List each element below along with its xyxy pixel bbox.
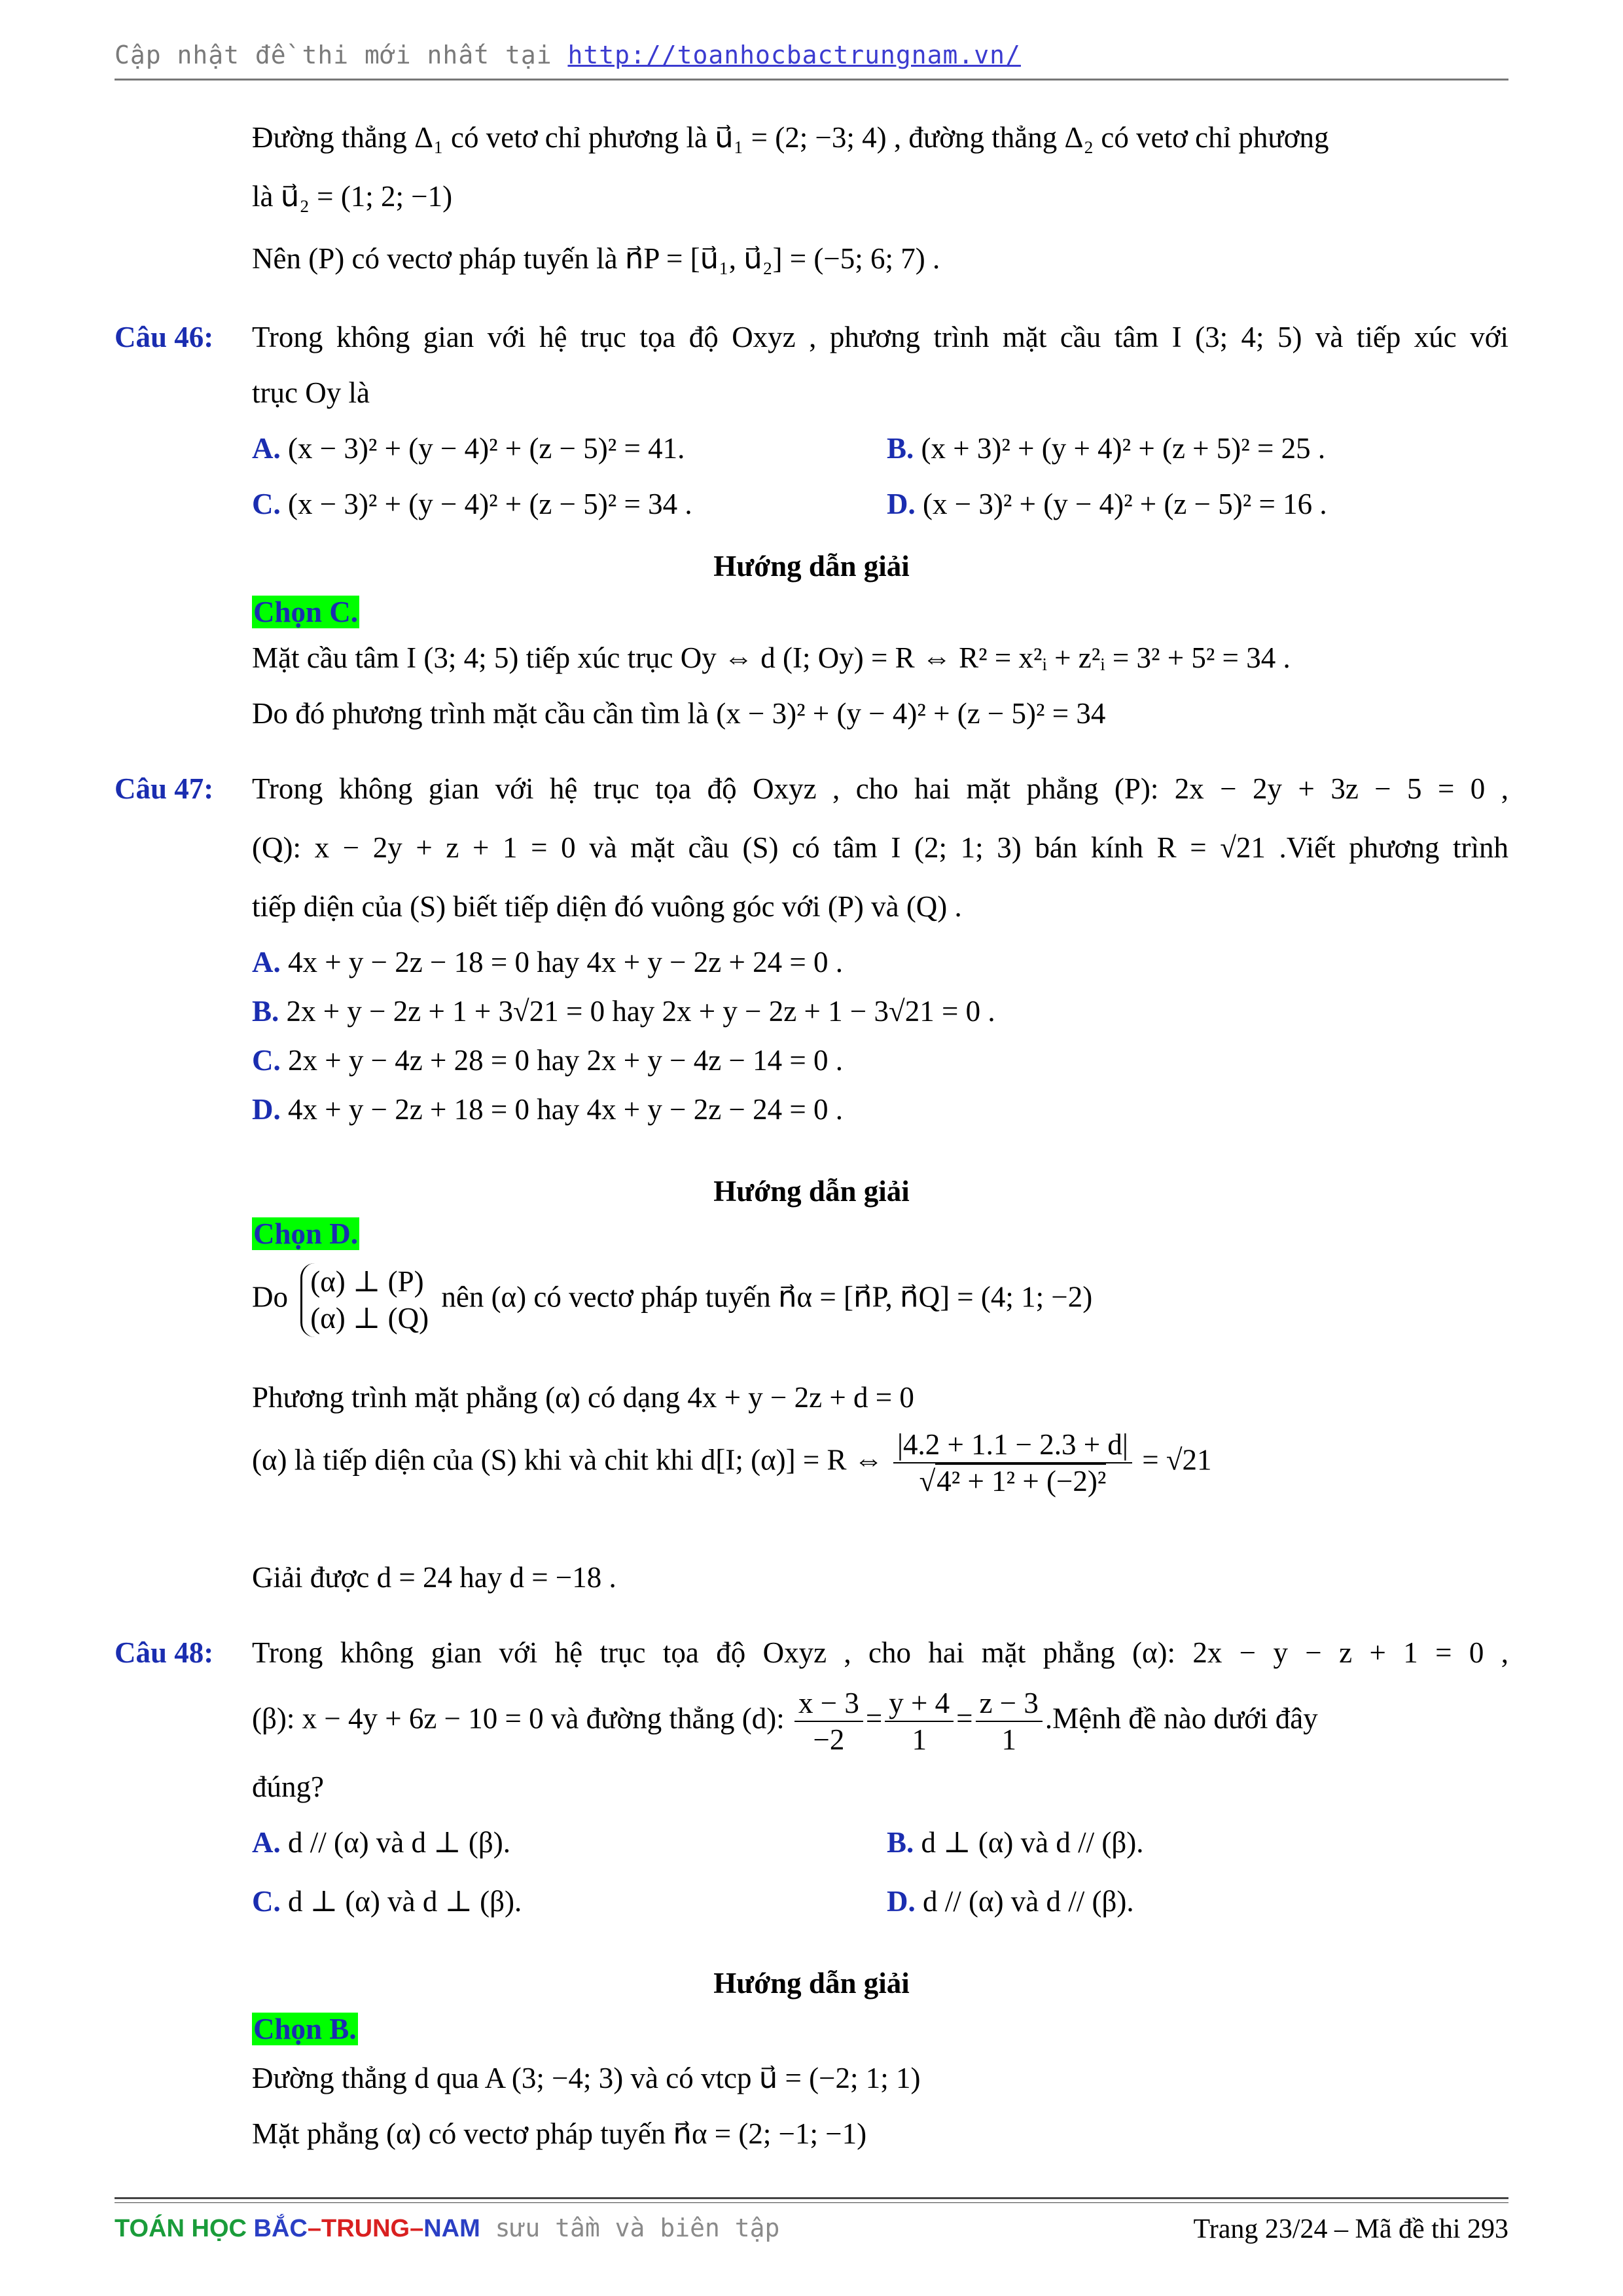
brand-part: BẮC: [253, 2215, 308, 2242]
option-b: [887, 1823, 1143, 1863]
solution-text: = √21: [1142, 1443, 1212, 1477]
system-row: (α) ⊥ (Q): [310, 1302, 429, 1335]
question-stem: trục Oy là: [252, 376, 370, 409]
option-text: (x − 3)² + (y − 4)² + (z − 5)² = 34 .: [288, 488, 692, 520]
question-stem: Trong không gian với hệ trục tọa độ Oxyz , phương trình mặt cầu tâm I (3; 4; 5) và tiếp xúc với: [252, 321, 1508, 353]
answer-choice: Chọn D.: [253, 1217, 359, 1250]
option-b: [887, 429, 1325, 469]
solution-line: Do đó phương trình mặt cầu cần tìm là (x − 3)² + (y − 4)² + (z − 5)² = 34: [252, 697, 1106, 730]
fraction-numerator: y + 4: [885, 1685, 954, 1722]
option-text: d ⊥ (α) và d ⊥ (β).: [288, 1885, 522, 1918]
header-rule: [115, 79, 1508, 81]
option-text: (x + 3)² + (y + 4)² + (z + 5)² = 25 .: [921, 432, 1326, 465]
option-text: 2x + y − 2z + 1 + 3√21 = 0 hay 2x + y − 2z + 1 − 3√21 = 0 .: [286, 995, 995, 1028]
fraction-numerator: z − 3: [976, 1685, 1043, 1722]
option-d: [887, 484, 1327, 524]
solution-line: Mặt cầu tâm I (3; 4; 5) tiếp xúc trục Oy ⇔ d (I; Oy) = R ⇔ R² = x²ᵢ + z²ᵢ = 3² + 5² = 34 .: [252, 641, 1291, 674]
question-stem-line: (β): x − 4y + 6z − 10 = 0 và đường thẳng (d): $\frac{x - 3}{-2}$ = $\frac{y + 4}{1}$ = $\frac{z - 3}{1}$ .Mệnh đề nào dưới đây: [252, 1687, 1318, 1756]
option-text: 2x + y − 4z + 28 = 0 hay 2x + y − 4z − 14 = 0 .: [288, 1044, 843, 1077]
option-c: [252, 484, 692, 524]
distance-fraction: [893, 1427, 1132, 1499]
solution-system-line: [252, 1263, 1092, 1337]
header-link[interactable]: http://toanhocbactrungnam.vn/: [567, 41, 1021, 69]
stem-text: (β): x − 4y + 6z − 10 = 0 và đường thẳng (d):: [252, 1702, 785, 1735]
option-label: B.: [887, 1826, 914, 1859]
solution-text: (α) là tiếp diện của (S) khi và chit khi d[I; (α)] = R ⇔: [252, 1443, 883, 1477]
fraction-denominator: 1: [1001, 1723, 1016, 1756]
line-fraction: [885, 1685, 954, 1757]
brand-part: TOÁN HỌC: [115, 2215, 254, 2242]
answer-choice: Chọn B.: [253, 2013, 357, 2045]
question-label: Câu 48:: [115, 1636, 214, 1669]
option-label: C.: [252, 1885, 281, 1918]
question-stem: (Q): x − 2y + z + 1 = 0 và mặt cầu (S) có tâm I (2; 1; 3) bán kính R = √21 .Viết phương trình: [252, 831, 1508, 864]
question-stem: Trong không gian với hệ trục tọa độ Oxyz , cho hai mặt phẳng (P): 2x − 2y + 3z − 5 = 0 ,: [252, 772, 1508, 805]
option-label: B.: [887, 432, 914, 465]
option-label: D.: [887, 488, 916, 520]
system-row: (α) ⊥ (P): [310, 1265, 424, 1298]
line-fraction: [794, 1685, 863, 1757]
answer-choice: Chọn C.: [253, 596, 359, 628]
solution-text: nên (α) có vectơ pháp tuyến n⃗α = [n⃗P, n⃗Q] = (4; 1; −2): [441, 1280, 1093, 1314]
option-a: [252, 429, 685, 469]
option-a: [252, 1823, 510, 1863]
footer-rule: [115, 2202, 1508, 2203]
solution-line: là u⃗₂ = (1; 2; −1): [252, 180, 453, 213]
guide-title: Hướng dẫn giải: [713, 550, 910, 583]
guide-title: Hướng dẫn giải: [713, 1967, 910, 2000]
fraction-denominator: √4² + 1² + (−2)²: [919, 1465, 1107, 1498]
question-stem: tiếp diện của (S) biết tiếp diện đó vuông góc với (P) và (Q) .: [252, 890, 962, 923]
question-stem: Trong không gian với hệ trục tọa độ Oxyz , cho hai mặt phẳng (α): 2x − y − z + 1 = 0 ,: [252, 1636, 1508, 1669]
option-label: C.: [252, 488, 281, 520]
page-number: Trang 23/24 – Mã đề thi 293: [1193, 2214, 1508, 2244]
option-label: C.: [252, 1044, 281, 1077]
option-label: B.: [252, 995, 279, 1028]
line-fraction: [976, 1685, 1043, 1757]
stem-text: .Mệnh đề nào dưới đây: [1044, 1702, 1318, 1735]
fraction-denominator: −2: [813, 1723, 845, 1756]
radicand: 4² + 1² + (−2)²: [936, 1465, 1107, 1498]
option-a: [252, 942, 843, 982]
brand-part: –TRUNG–: [307, 2215, 424, 2242]
question-stem: đúng?: [252, 1770, 324, 1803]
option-c: [252, 1882, 522, 1922]
option-text: (x − 3)² + (y − 4)² + (z − 5)² = 16 .: [923, 488, 1327, 520]
option-text: d ⊥ (α) và d // (β).: [921, 1826, 1144, 1859]
footer-rule: [115, 2197, 1508, 2199]
page-header: [115, 41, 1508, 69]
solution-line: Mặt phẳng (α) có vectơ pháp tuyến n⃗α = (2; −1; −1): [252, 2117, 867, 2150]
solution-line: Phương trình mặt phẳng (α) có dạng 4x + y − 2z + d = 0: [252, 1381, 914, 1414]
option-text: d // (α) và d ⊥ (β).: [288, 1826, 510, 1859]
fraction-numerator: x − 3: [794, 1685, 863, 1722]
option-d: [887, 1882, 1134, 1922]
solution-distance-line: [252, 1427, 1212, 1499]
question-label: Câu 47:: [115, 772, 214, 805]
option-text: (x − 3)² + (y − 4)² + (z − 5)² = 41.: [288, 432, 685, 465]
fraction-denominator: 1: [912, 1723, 927, 1756]
solution-line: Nên (P) có vectơ pháp tuyến là n⃗P = [u⃗₁, u⃗₂] = (−5; 6; 7) .: [252, 242, 940, 275]
question-label: Câu 46:: [115, 321, 214, 353]
option-text: d // (α) và d // (β).: [923, 1885, 1134, 1918]
option-b: [252, 992, 995, 1031]
guide-title: Hướng dẫn giải: [713, 1175, 910, 1208]
brand-part: NAM: [423, 2215, 480, 2242]
solution-text: Do: [252, 1280, 288, 1314]
option-label: A.: [252, 432, 281, 465]
option-text: 4x + y − 2z + 18 = 0 hay 4x + y − 2z − 24 = 0 .: [288, 1093, 843, 1126]
option-text: 4x + y − 2z − 18 = 0 hay 4x + y − 2z + 24 = 0 .: [288, 946, 843, 978]
option-label: A.: [252, 946, 281, 978]
footer-brand: [115, 2214, 779, 2243]
solution-line: Đường thẳng d qua A (3; −4; 3) và có vtcp u⃗ = (−2; 1; 1): [252, 2062, 921, 2094]
equation-system: [300, 1263, 429, 1337]
option-d: [252, 1090, 843, 1130]
option-c: [252, 1041, 843, 1081]
brand-tail: sưu tầm và biên tập: [480, 2214, 780, 2242]
option-label: D.: [887, 1885, 916, 1918]
option-label: A.: [252, 1826, 281, 1859]
solution-line: Đường thẳng Δ₁ có vetơ chỉ phương là u⃗₁ = (2; −3; 4) , đường thẳng Δ₂ có vetơ chỉ phương: [252, 121, 1329, 154]
fraction-numerator: |4.2 + 1.1 − 2.3 + d|: [893, 1427, 1132, 1463]
option-label: D.: [252, 1093, 281, 1126]
header-text: Cập nhật đề thi mới nhất tại: [115, 41, 568, 69]
solution-line: Giải được d = 24 hay d = −18 .: [252, 1561, 616, 1594]
page-footer: [115, 2214, 1508, 2253]
